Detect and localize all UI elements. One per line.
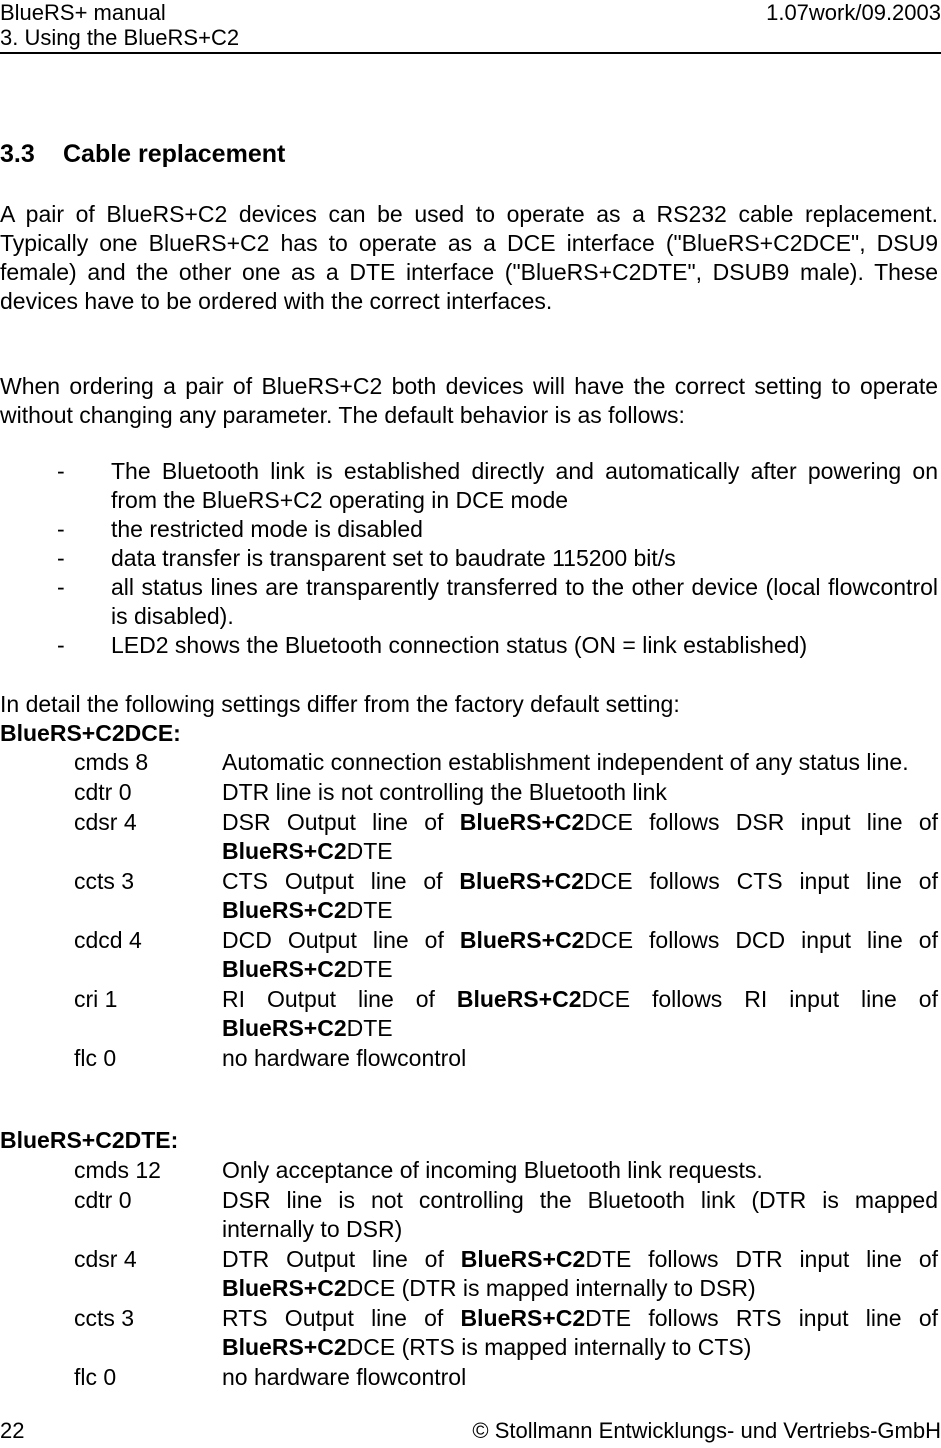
list-item <box>0 457 938 515</box>
setting-description <box>222 985 938 1043</box>
document-version: 1.07work/09.2003 <box>766 0 941 25</box>
desc-text: DCE follows CTS input line of <box>584 868 938 894</box>
desc-text: DCE follows RI input line of <box>581 986 938 1012</box>
list-item-text: the restricted mode is disabled <box>111 516 423 542</box>
desc-text: DSR Output line of <box>222 809 460 835</box>
setting-row <box>0 748 941 777</box>
section-title: Cable replacement <box>63 140 286 168</box>
list-item <box>0 544 938 573</box>
setting-description <box>222 1304 938 1362</box>
setting-command: cmds 12 <box>74 1157 161 1183</box>
desc-text: DCE (RTS is mapped internally to CTS) <box>346 1334 752 1360</box>
list-item <box>0 515 938 544</box>
device-name: BlueRS+C2 <box>222 838 347 864</box>
dce-settings-list <box>0 748 941 1074</box>
desc-text: DTE <box>346 838 393 864</box>
setting-row <box>0 1186 941 1244</box>
setting-row <box>0 867 941 925</box>
device-name: BlueRS+C2 <box>222 1275 347 1301</box>
setting-description: DSR line is not controlling the Bluetooth link (DTR is mapped internally to DSR) <box>222 1187 938 1242</box>
setting-row <box>0 808 941 866</box>
list-item <box>0 573 938 631</box>
settings-intro: In detail the following settings differ from the factory default setting: <box>0 691 680 717</box>
setting-row <box>0 1044 941 1073</box>
setting-command: ccts 3 <box>74 868 135 894</box>
setting-command: cdtr 0 <box>74 779 132 805</box>
setting-command: cdcd 4 <box>74 927 142 953</box>
bullet-marker: - <box>57 632 65 658</box>
desc-text: DCE follows DCD input line of <box>584 927 938 953</box>
bullet-marker: - <box>57 574 65 600</box>
desc-text: DTE <box>346 1015 393 1041</box>
default-behavior-list <box>0 457 941 660</box>
header-left <box>0 0 239 50</box>
device-name: BlueRS+C2 <box>456 986 582 1012</box>
dte-settings-list <box>0 1156 941 1393</box>
list-item-text: all status lines are transparently transferred to the other device (local flowcontrol is disabled). <box>111 574 938 629</box>
device-name: BlueRS+C2 <box>222 956 347 982</box>
section-number: 3.3 <box>0 140 35 168</box>
setting-description: Automatic connection establishment independent of any status line. <box>222 749 909 775</box>
setting-description <box>222 926 938 984</box>
device-name: BlueRS+C2 <box>460 1305 586 1331</box>
list-item-text: The Bluetooth link is established directly and automatically after powering on from the BlueRS+C2 operating in DCE mode <box>111 458 938 513</box>
setting-description: no hardware flowcontrol <box>222 1045 467 1071</box>
device-name: BlueRS+C2 <box>459 927 585 953</box>
setting-row <box>0 1245 941 1303</box>
bullet-marker: - <box>57 545 65 571</box>
device-name: BlueRS+C2 <box>459 809 585 835</box>
desc-text: DCD Output line of <box>222 927 460 953</box>
setting-row <box>0 778 941 807</box>
setting-command: cdsr 4 <box>74 809 137 835</box>
intro-paragraph: A pair of BlueRS+C2 devices can be used to operate as a RS232 cable replacement. Typically one BlueRS+C2 has to operate as a DCE interface ("BlueRS+C2DCE", DSU9 female) and the other one as a DTE interface ("BlueRS+C2DTE", DSUB9 male). These devices have to be ordered with the correct interfaces. <box>0 201 938 314</box>
setting-row <box>0 985 941 1043</box>
desc-text: DCE (DTR is mapped internally to DSR) <box>346 1275 756 1301</box>
device-name: BlueRS+C2 <box>460 1246 586 1272</box>
setting-description: DTR line is not controlling the Bluetooth link <box>222 779 667 805</box>
list-item-text: LED2 shows the Bluetooth connection status (ON = link established) <box>111 632 808 658</box>
list-item <box>0 631 938 660</box>
desc-text: RI Output line of <box>222 986 457 1012</box>
desc-text: DTR Output line of <box>222 1246 461 1272</box>
setting-row <box>0 1156 941 1185</box>
setting-command: cdsr 4 <box>74 1246 137 1272</box>
desc-text: DTE follows RTS input line of <box>585 1305 938 1331</box>
bullet-marker: - <box>57 458 65 484</box>
manual-title: BlueRS+ manual <box>0 0 166 25</box>
desc-text: DTE <box>346 897 393 923</box>
device-name: BlueRS+C2 <box>459 868 585 894</box>
desc-text: DTE follows DTR input line of <box>585 1246 939 1272</box>
setting-command: flc 0 <box>74 1045 117 1071</box>
setting-row <box>0 926 941 984</box>
bullet-marker: - <box>57 516 65 542</box>
setting-row <box>0 1363 941 1392</box>
setting-description: Only acceptance of incoming Bluetooth link requests. <box>222 1157 763 1183</box>
desc-text: DCE follows DSR input line of <box>584 809 938 835</box>
dte-heading: BlueRS+C2DTE: <box>0 1127 179 1153</box>
page-number: 22 <box>0 1418 25 1443</box>
setting-description <box>222 1245 938 1303</box>
setting-command: cmds 8 <box>74 749 149 775</box>
setting-description <box>222 808 938 866</box>
device-name: BlueRS+C2 <box>222 1015 347 1041</box>
dce-heading: BlueRS+C2DCE: <box>0 720 181 746</box>
copyright: © Stollmann Entwicklungs- und Vertriebs-GmbH <box>472 1418 941 1443</box>
device-name: BlueRS+C2 <box>222 1334 347 1360</box>
desc-text: RTS Output line of <box>222 1305 461 1331</box>
chapter-title: 3. Using the BlueRS+C2 <box>0 25 240 50</box>
list-item-text: data transfer is transparent set to baudrate 115200 bit/s <box>111 545 676 571</box>
setting-command: cdtr 0 <box>74 1187 132 1213</box>
setting-description: no hardware flowcontrol <box>222 1364 467 1390</box>
desc-text: DTE <box>346 956 393 982</box>
setting-row <box>0 1304 941 1362</box>
setting-command: cri 1 <box>74 986 118 1012</box>
setting-command: ccts 3 <box>74 1305 135 1331</box>
setting-description <box>222 867 938 925</box>
device-name: BlueRS+C2 <box>222 897 347 923</box>
setting-command: flc 0 <box>74 1364 117 1390</box>
ordering-paragraph: When ordering a pair of BlueRS+C2 both devices will have the correct setting to operate without changing any parameter. The default behavior is as follows: <box>0 373 938 428</box>
page-header <box>0 0 941 54</box>
desc-text: CTS Output line of <box>222 868 460 894</box>
section-heading <box>0 139 285 169</box>
